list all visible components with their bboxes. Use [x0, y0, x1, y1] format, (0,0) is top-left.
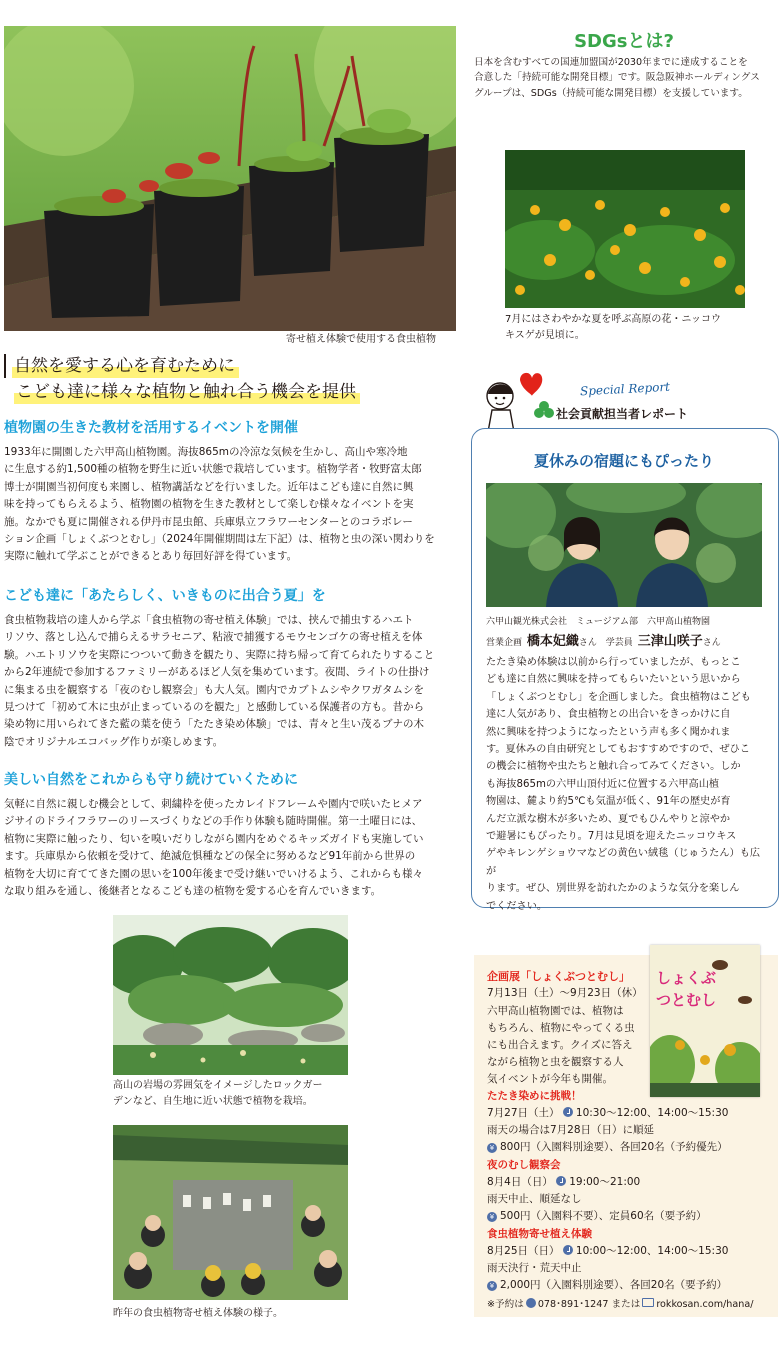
rock-garden-caption: 高山の岩場の雰囲気をイメージしたロックガー デンなど、自生地に近い状態で植物を栽培。	[113, 1080, 323, 1107]
nikko-kisuge-caption: 7月にはさわやかな夏を呼ぶ高原の花・ニッコウ キスゲが見頃に。	[505, 314, 721, 341]
headline-line-1: 自然を愛する心を育むために	[4, 354, 464, 378]
phone-icon	[526, 1298, 536, 1308]
yen-icon: ¥	[487, 1281, 497, 1291]
section-1-heading: 植物園の生きた教材を活用するイベントを開催	[4, 420, 298, 436]
section-3-heading: 美しい自然をこれからも守り続けていくために	[4, 772, 298, 788]
section-2-heading: こども達に「あたらしく、いきものに出合う夏」を	[4, 588, 326, 604]
clock-icon	[563, 1107, 573, 1117]
event-poster	[650, 945, 760, 1097]
special-report-jp: 社会貢献担当者レポート	[556, 407, 689, 421]
workshop-caption: 昨年の食虫植物寄せ植え体験の様子。	[113, 1308, 283, 1319]
sdgs-description: 日本を含むすべての国連加盟国が2030年までに達成することを 合意した「持続可能な開発目標」です。阪急阪神ホールディングス グループは、SDGs（持続可能な開発目標）を支援しています。	[474, 57, 760, 99]
section-1-body: 1933年に開園した六甲高山植物園。海抜865mの冷涼な気候を生かし、高山や寒冷地 に生息する約1,500種の植物を野生に近い状態で栽培しています。植物学者・牧野富太郎 博士が開園当初何度も来園し、植物講話などを行いました。近年はこども達に自然に興 味を持ってもらえるよう、植物園の植物を生きた教材として楽しむ様々なイベントを実 施。なかでも夏に開催される伊丹市昆虫館、兵庫県立フラワーセンターとのコラボレー ション企画「しょくぶつとむし」（2024年開催期間は左下記）は、植物と虫の深い関わりを 実際に触れて学ぶことができるとあり毎回好評を得ています。	[4, 446, 435, 563]
staff-company: 六甲山観光株式会社 ミュージアム部 六甲高山植物園	[486, 617, 711, 627]
special-report-badge: Special Report	[579, 379, 671, 399]
clover-icon	[533, 400, 555, 422]
reservation-info: ※予約は 078･891･1247 または rokkosan.com/hana/	[487, 1299, 754, 1310]
reservation-phone[interactable]: 078･891･1247	[537, 1299, 609, 1310]
event-period: 7月13日（土）〜9月23日（休）	[487, 987, 643, 999]
staff-name-2: 三津山咲子	[637, 634, 703, 649]
special-report-title: 夏休みの宿題にもぴったり	[533, 452, 714, 470]
staff-names: 営業企画 橋本妃織さん 学芸員 三津山咲子さん	[486, 634, 721, 649]
staff-name-1: 橋本妃織	[526, 634, 579, 649]
plants-photo-caption: 寄せ植え体験で使用する食虫植物	[286, 334, 436, 345]
event-item-1: たたき染めに挑戦！ 7月27日（土） 10:30〜12:00、14:00〜15:30 雨天の場合は7月28日（日）に順延 ¥ 800円（入園料別途要）、各回20名（予約優先）	[487, 1090, 729, 1153]
event-title: 企画展「しょくぶつとむし」	[487, 970, 630, 983]
poster-title: しょくぶつとむし	[656, 969, 717, 1009]
clock-icon	[556, 1176, 566, 1186]
headline-line-2: こども達に様々な植物と触れ合う機会を提供	[4, 380, 464, 404]
staff-photo	[486, 483, 762, 607]
yen-icon: ¥	[487, 1143, 497, 1153]
clock-icon	[563, 1245, 573, 1255]
yen-icon: ¥	[487, 1212, 497, 1222]
section-2-body: 食虫植物栽培の達人から学ぶ「食虫植物の寄せ植え体験」では、挟んで捕虫するハエト リソウ、落とし込んで捕らえるサラセニア、粘液で捕獲するモウセンゴケの寄せ植えを体 験。ハエトリソウを実際につついて動きを観たり、実際に持ち帰って育てられたりすること から2年連続で参加するファミリーがあるほど人気を集めています。夜間、ライトの仕掛け に集まる虫を観察する「夜のむし観察会」も大人気。園内でカブトムシやクワガタムシを 見つけて「初めて木に虫が止まっているのを観た」と感動している保護者の方も。昔から 染め物に用いられてきた藍の葉を使う「たたき染め体験」では、青々と生い茂るブナの木 陰でオリジナルエコバッグ作りが楽しめます。	[4, 614, 435, 748]
report-body: たたき染め体験は以前から行っていましたが、もっとこ ども達に自然に興味を持ってもらいたいという思いから 「しょくぶつとむし」を企画しました。食虫植物はこども 達に人気があり、食虫植物との出合いをきっかけに自 然に興味を持つようになったという声も多く聞かれま す。夏休みの自由研究としてもおすすめですので、ぜひこ の機会に植物や虫たちと触れ合ってみてください。しか も海抜865mの六甲山頂付近に位置する六甲高山植 物園は、麓より約5℃も気温が低く、91年の歴史が育 んだ立派な樹木が多いため、夏でもひんやりと涼やか で避暑にもぴったり。7月は見頃を迎えたニッコウキス ゲやキレンゲショウマなどの黄色い絨毯（じゅうたん）も広が ります。ぜひ、別世界を訪れたかのような気分を楽しん でください。	[486, 657, 761, 912]
nikko-kisuge-photo	[505, 150, 745, 308]
carnivorous-plants-photo	[4, 26, 456, 331]
computer-icon	[642, 1298, 654, 1307]
reservation-url[interactable]: rokkosan.com/hana/	[656, 1299, 754, 1310]
section-3-body: 気軽に自然に親しむ機会として、刺繍枠を使ったカレイドフレームや園内で咲いたヒメア ジサイのドライフラワーのリースづくりなどの手作り体験も随時開催。第一土曜日には、 植物に実際に触ったり、匂いを嗅いだりしながら園内をめぐるキッズガイドも実施してい ます。兵庫県から依頼を受けて、絶滅危惧種などの保全に努めるなど91年前から世界の 植物を大切に育ててきた園の思いを100年後まで受け継いでいけるよう、これからも様々 な取り組みを通し、後継者となるこども達の植物を愛する心を育んでいきます。	[4, 798, 424, 898]
workshop-photo	[113, 1125, 348, 1300]
event-description: 六甲高山植物園では、植物は もちろん、植物にやってくる虫 にも出合えます。クイズに答え ながら植物と虫を観察する人 気イベントが今年も開催。	[487, 1005, 635, 1085]
sdgs-title: SDGsとは?	[574, 31, 674, 52]
rock-garden-photo	[113, 915, 348, 1075]
event-item-3: 食虫植物寄せ植え体験 8月25日（日） 10:00〜12:00、14:00〜15:30 雨天決行・荒天中止 ¥ 2,000円（入園料別途要）、各回20名（要予約）	[487, 1228, 729, 1291]
event-item-2: 夜のむし観察会 8月4日（日） 19:00〜21:00 雨天中止、順延なし ¥ 500円（入園料不要）、定員60名（要予約）	[487, 1159, 707, 1222]
headline	[4, 354, 464, 404]
